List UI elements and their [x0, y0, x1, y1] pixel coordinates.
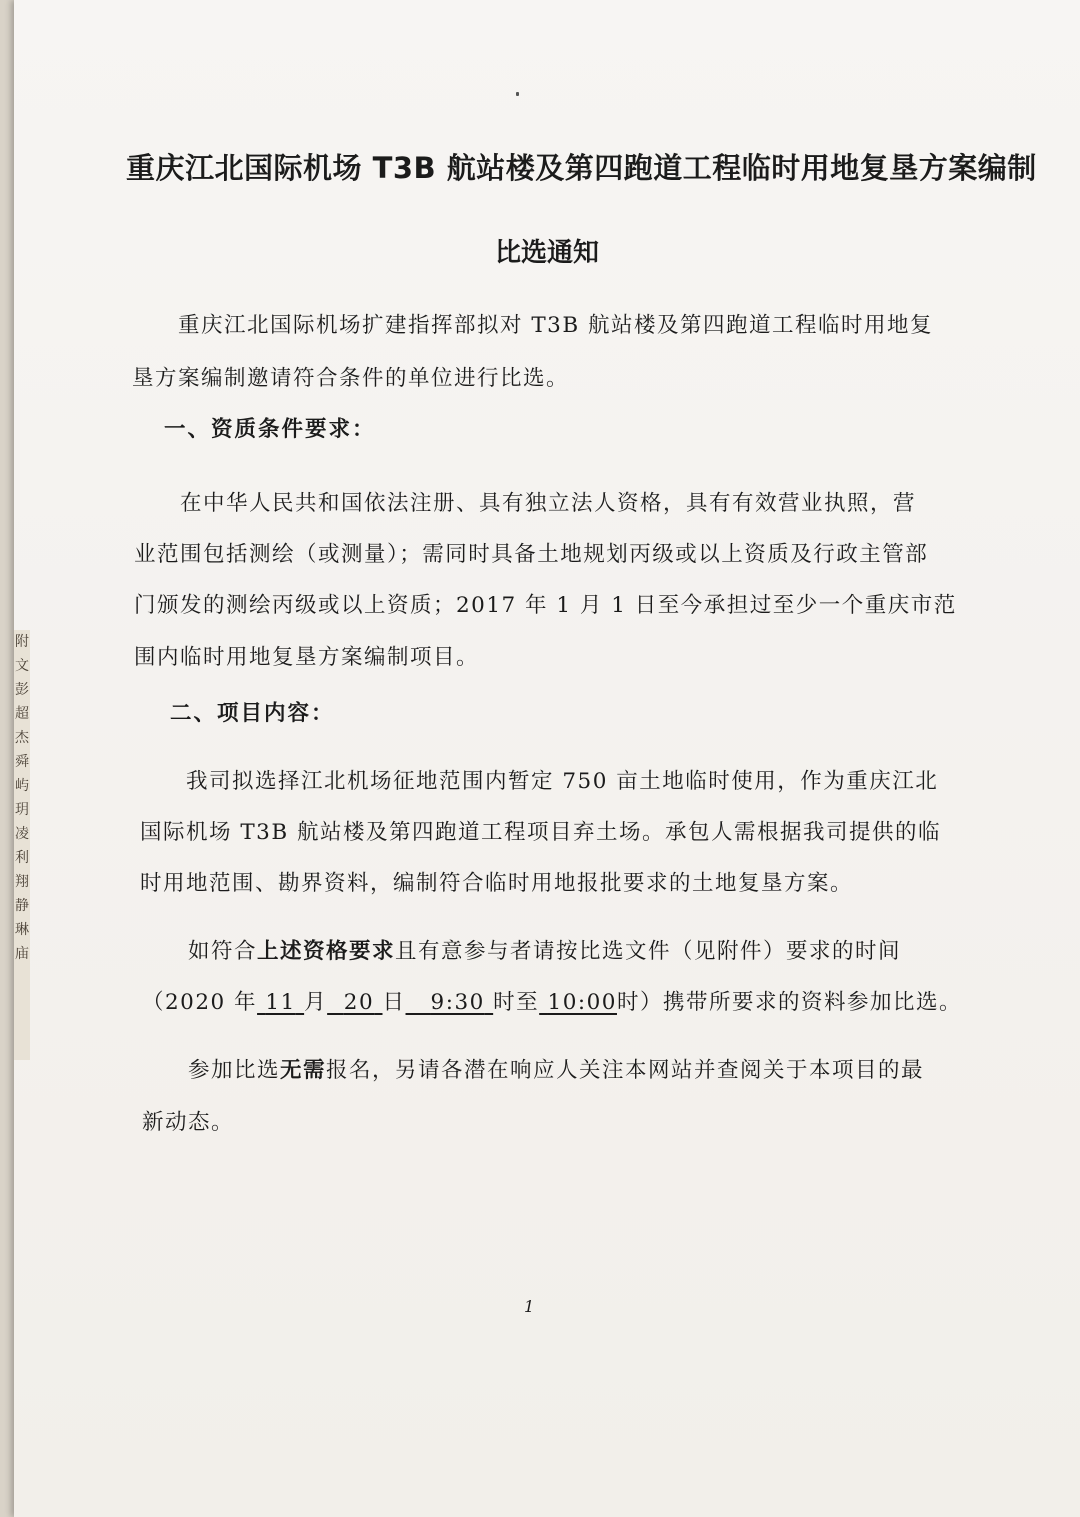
month-value: 11 — [265, 990, 296, 1015]
registration-text: 参加比选 — [188, 1058, 281, 1083]
section2-line-3: 时用地范围、勘界资料，编制符合临时用地报批要求的土地复垦方案。 — [140, 871, 854, 896]
day-unit: 日 — [382, 990, 406, 1015]
page-number: 1 — [524, 1297, 535, 1316]
document-page — [14, 0, 1080, 1517]
date-month — [257, 990, 304, 1015]
intro-line-2: 垦方案编制邀请符合条件的单位进行比选。 — [132, 366, 570, 391]
time-to: 时至 — [493, 990, 540, 1015]
date-year: （2020 年 — [142, 990, 258, 1015]
edge-char: 附 — [15, 634, 29, 650]
start-time — [406, 990, 494, 1015]
registration-line-2: 新动态。 — [142, 1110, 235, 1135]
edge-char: 利 — [15, 850, 29, 866]
eligibility-text: 时）携带所要求的资料参加比选。 — [616, 990, 962, 1015]
scan-speck — [516, 92, 519, 96]
edge-char: 文 — [15, 658, 29, 674]
start-time-value: 9:30 — [430, 990, 485, 1015]
eligibility-line-2 — [142, 985, 962, 1016]
section1-line-2: 业范围包括测绘（或测量）；需同时具备土地规划丙级或以上资质及行政主管部 — [134, 542, 929, 567]
section1-line-4: 围内临时用地复垦方案编制项目。 — [134, 645, 480, 670]
registration-line-1 — [188, 1053, 924, 1084]
intro-line-1: 重庆江北国际机场扩建指挥部拟对 T3B 航站楼及第四跑道工程临时用地复 — [178, 313, 933, 338]
adjacent-page-edge — [14, 630, 30, 1060]
edge-char: 舜 — [15, 754, 29, 770]
date-day — [327, 990, 382, 1015]
edge-char: 琳 — [15, 922, 29, 938]
edge-char: 玥 — [15, 802, 29, 818]
document-subtitle: 比选通知 — [494, 238, 599, 268]
edge-char: 屿 — [15, 778, 29, 794]
section2-heading: 二、项目内容： — [170, 701, 335, 726]
eligibility-text: 且有意参与者请按比选文件（见附件）要求的时间 — [395, 939, 902, 964]
registration-text: 报名，另请各潜在响应人关注本网站并查阅关于本项目的最 — [326, 1058, 925, 1083]
section2-line-1: 我司拟选择江北机场征地范围内暂定 750 亩土地临时使用，作为重庆江北 — [186, 769, 939, 794]
section1-heading: 一、资质条件要求： — [164, 417, 376, 442]
edge-char: 凌 — [15, 826, 29, 842]
eligibility-text: 如符合 — [188, 939, 258, 964]
end-time — [539, 990, 617, 1015]
document-title: 重庆江北国际机场 T3B 航站楼及第四跑道工程临时用地复垦方案编制 — [126, 151, 1037, 185]
edge-char: 杰 — [15, 730, 29, 746]
day-value: 20 — [343, 990, 375, 1015]
edge-char: 庙 — [15, 946, 29, 962]
section1-line-3: 门颁发的测绘丙级或以上资质；2017 年 1 月 1 日至今承担过至少一个重庆市范 — [134, 593, 957, 618]
edge-char: 静 — [15, 898, 29, 914]
section2-line-2: 国际机场 T3B 航站楼及第四跑道工程项目弃土场。承包人需根据我司提供的临 — [140, 820, 941, 845]
month-unit: 月 — [304, 990, 328, 1015]
end-time-value: 10:00 — [547, 990, 617, 1015]
eligibility-emphasis: 上述资格要求 — [257, 939, 396, 964]
eligibility-line-1 — [188, 934, 901, 965]
edge-char: 翔 — [15, 874, 29, 890]
edge-char: 超 — [15, 706, 29, 722]
edge-char: 彭 — [15, 682, 29, 698]
section1-line-1: 在中华人民共和国依法注册、具有独立法人资格，具有有效营业执照，营 — [180, 491, 917, 516]
registration-emphasis: 无需 — [280, 1058, 327, 1083]
